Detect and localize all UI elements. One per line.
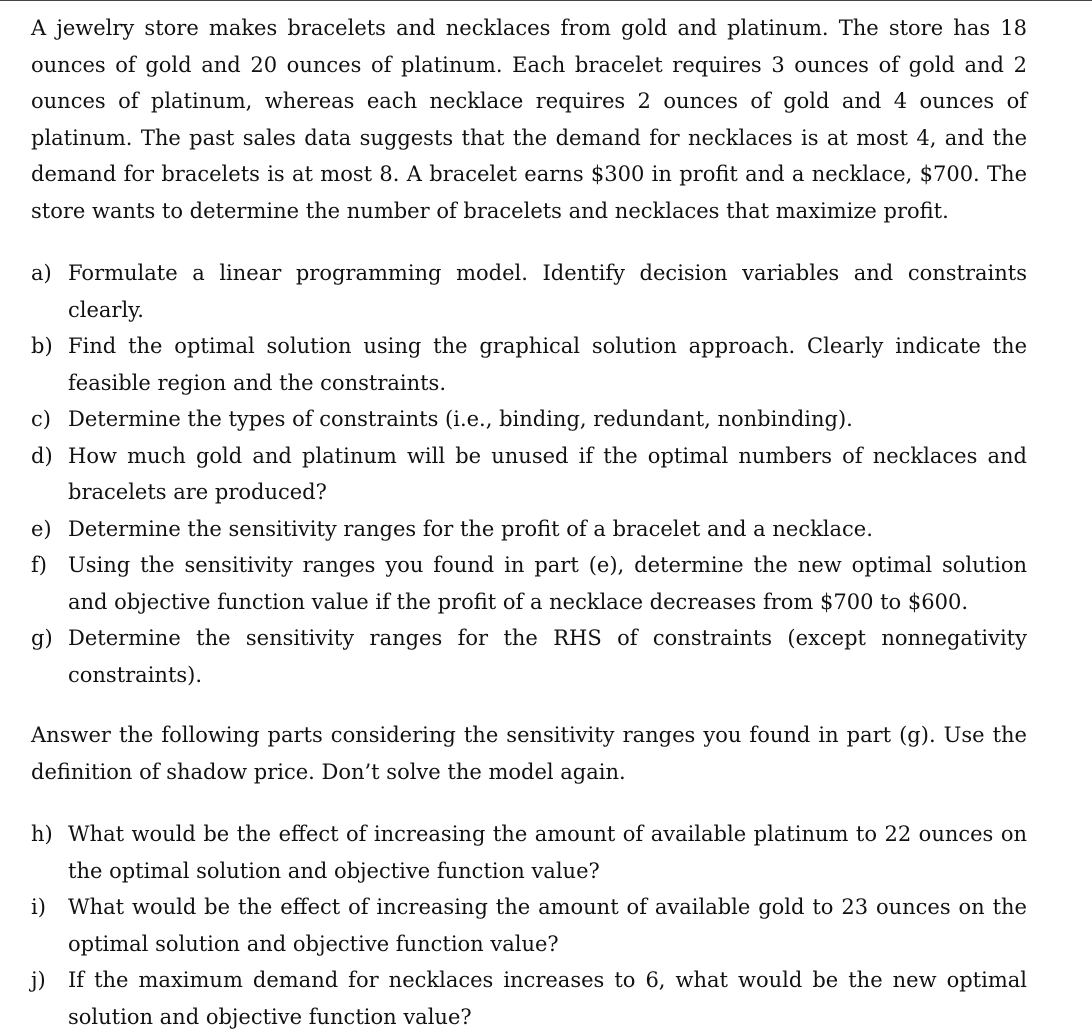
question-marker: c) bbox=[31, 407, 51, 431]
question-f bbox=[31, 547, 1027, 620]
spacer bbox=[31, 790, 1027, 816]
question-text: How much gold and platinum will be unused if the optimal numbers of necklaces and bracelets are produced? bbox=[68, 443, 1027, 504]
question-text: What would be the effect of increasing the amount of available platinum to 22 ounces on the optimal solution and objective function value? bbox=[68, 822, 1027, 883]
question-d bbox=[31, 438, 1027, 511]
question-a bbox=[31, 255, 1027, 328]
question-marker: d) bbox=[31, 443, 53, 468]
question-list-part1 bbox=[31, 255, 1027, 693]
question-text: Determine the types of constraints (i.e., binding, redundant, nonbinding). bbox=[68, 407, 853, 431]
question-text: If the maximum demand for necklaces increases to 6, what would be the new optimal solution and objective function value? bbox=[68, 968, 1027, 1029]
question-text: Using the sensitivity ranges you found in part (e), determine the new optimal solution and objective function value if the profit of a necklace decreases from $700 to $600. bbox=[68, 553, 1027, 614]
question-b bbox=[31, 328, 1027, 401]
question-marker: g) bbox=[31, 626, 53, 650]
question-marker: a) bbox=[31, 261, 52, 285]
question-marker: e) bbox=[31, 516, 52, 541]
question-j bbox=[31, 962, 1027, 1035]
question-i bbox=[31, 889, 1027, 962]
question-text: Determine the sensitivity ranges for the profit of a bracelet and a necklace. bbox=[68, 516, 873, 541]
question-text: Formulate a linear programming model. Identify decision variables and constraints clearly. bbox=[68, 261, 1027, 322]
question-marker: i) bbox=[31, 895, 46, 919]
question-g bbox=[31, 620, 1027, 693]
spacer bbox=[31, 693, 1027, 717]
spacer bbox=[31, 229, 1027, 255]
question-list-part2 bbox=[31, 816, 1027, 1035]
question-marker: b) bbox=[31, 334, 53, 358]
question-marker: j) bbox=[31, 968, 46, 992]
question-marker: h) bbox=[31, 822, 53, 846]
question-e bbox=[31, 511, 1027, 548]
question-c bbox=[31, 401, 1027, 438]
question-h bbox=[31, 816, 1027, 889]
problem-document bbox=[31, 10, 1027, 1035]
question-marker: f) bbox=[31, 553, 47, 577]
instruction-paragraph: Answer the following parts considering the sensitivity ranges you found in part (g). Use the definition of shadow price. Don’t solve the model again. bbox=[31, 723, 1027, 784]
problem-intro: A jewelry store makes bracelets and necklaces from gold and platinum. The store has 18 ounces of gold and 20 ounces of platinum. Each bracelet requires 3 ounces of gold and 2 ounces of platinum, whereas each necklace requires 2 ounces of gold and 4 ounces of platinum. The past sales data suggests that the demand for necklaces is at most 4, and the demand for bracelets is at most 8. A bracelet earns $300 in profit and a necklace, $700. The store wants to determine the number of bracelets and necklaces that maximize profit. bbox=[31, 16, 1027, 223]
question-text: Determine the sensitivity ranges for the RHS of constraints (except nonnegativity constraints). bbox=[68, 626, 1027, 687]
question-text: Find the optimal solution using the graphical solution approach. Clearly indicate the feasible region and the constraints. bbox=[68, 334, 1027, 395]
question-text: What would be the effect of increasing the amount of available gold to 23 ounces on the optimal solution and objective function value? bbox=[68, 895, 1027, 956]
top-border-line bbox=[0, 0, 1092, 1]
